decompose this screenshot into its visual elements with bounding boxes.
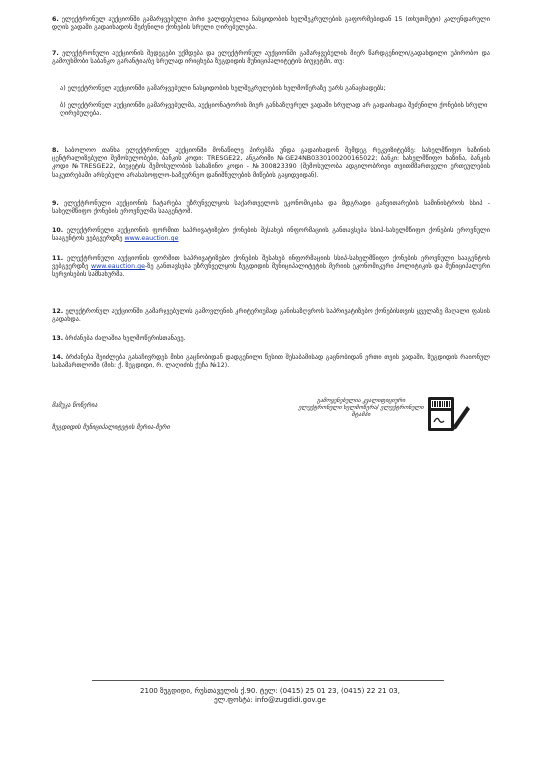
eauction-link[interactable]: www.eauction.ge — [90, 263, 145, 271]
paragraph-number: 14. — [52, 354, 64, 361]
paragraph-text: ბრძანება შეიძლება გასაჩივრდეს მისი გაცნობიდან დადგენილი წესით შესაბამისად გაცნობიდან ერთი თვის ვადაში, ზუგდიდის რაიონულ სასამართლოში (მის: ქ. ზუგდიდი, რ. ლაღიძის ქუჩა №12). — [52, 354, 490, 370]
paragraph-text: ელექტრონული აუქციონის ჩატარება უზრუნველყოს საქართველოს ეკონომიკისა და მდგრადი განვითარების სამინისტროს სსიპ - სახელმწიფო ქონების ეროვნულმა სააგენტომ. — [52, 200, 490, 216]
paragraph-9 — [52, 200, 490, 216]
paragraph-number: 6. — [52, 16, 59, 23]
footer-address: 2100 ზუგდიდი, რუსთაველის ქ.90. ტელ: (0415) 25 01 23, (0415) 22 21 03, — [140, 687, 400, 695]
paragraph-text-tail: -ზე განთავსება უზრუნველყოს ზუგდიდის მუნიციპალიტეტის მერიის ეკონომიკური პოლიტიკის და მუნიციპალური სერვისების სამსახურმა. — [52, 263, 490, 279]
footer-email: ელ.ფოსტა: info@zugdidi.gov.ge — [214, 696, 326, 704]
signer-name: მამუკა წოწერია — [52, 402, 98, 409]
footer — [60, 687, 480, 705]
paragraph-number: 10. — [52, 227, 64, 234]
paragraph-8 — [52, 147, 490, 180]
paragraph-number: 12. — [52, 308, 64, 315]
paragraph-13 — [52, 335, 490, 343]
signer-title: ზუგდიდის მუნიციპალიტეტის მერია-მერი — [52, 424, 170, 431]
paragraph-text: ელექტრონული აუქციონის შედეგები უქმდება და ელექტრონულ აუქციონში გამარჯვებულის მიერ წარდგენილი/გადახდილი უპირობო და გამოუხმობი საბანკო გარანტია/ბე სრულად ირიცხება ზუგდიდის მუნიციპალიტეტის ბიუჯეტში, თუ: — [52, 50, 490, 66]
subitem-b: ბ) ელექტრონულ აუქციონში გამარჯვებულმა, აუქციონატორის მიერ განსაზღვრულ ვადაში სრულად არ გადაიხადა შეძენილი ქონების სრული ღირებულება. — [60, 102, 488, 118]
paragraph-number: 8. — [52, 147, 59, 154]
subitem-a: ა) ელექტრონულ აუქციონში გამარჯვებული ნასყიდობის ხელშეკრულების ხელმოწერაზე უარს განაცხადებს; — [60, 85, 386, 92]
signature-stamp-icon — [427, 396, 471, 432]
paragraph-10 — [52, 227, 490, 243]
paragraph-text: საბოლოო თანხა ელექტრონულ აუქციონში მონაწილე პირებმა უნდა გადაიხადონ შემდეგ რეკვიზიტებზე: სახელმწიფო ხაზინის ცენტრალიზებული შემოსულობები, ბანკის კოდი: TRESGE22, ანგარიში №GE24NB0330100200165022; ბანკი: სახელმწიფო ხაზინა, ბანკის კოდი №TRESGE22, ბიუჯეტის შემოსულობის სახაზინო კოდი - №300823390 (შემოსულობა ადგილობრივი თვითმმართველი ერთეულების საკუთრებაში არსებული არასასოფლო-სამეურნეო დანიშნულების მიწების გაყიდვიდან). — [52, 147, 490, 179]
paragraph-number: 13. — [52, 335, 64, 342]
paragraph-14 — [52, 354, 490, 370]
footer-divider — [92, 680, 444, 681]
paragraph-text: ელექტრონული აუქციონის ფორმით საპრივატიზებო ქონების შესახებ ინფორმაციის განთავსება სსიპ-სახელმწიფო ქონების ეროვნული სააგენტოს ვებგვერდზე — [52, 227, 490, 243]
eauction-link[interactable]: www.eauction.ge — [124, 235, 179, 243]
paragraph-text: ელექტრონულ აუქციონში გამარჯვებულის გამოვლენის კრიტერიუმად განისაზღვროს საპრივატიზებო ქონებისთვის ყველაზე მაღალი ფასის გადახდა. — [52, 308, 490, 324]
signature-stamp-caption: გამოყენებულია კვალიფიციური ელექტრონული ხელმოწერა/ ელექტრონული შტამპი — [298, 398, 424, 418]
paragraph-text: ელექტრონულ აუქციონში გამარჯვებული პირი ვალდებულია ნასყიდობის ხელშეკრულების გაფორმებიდან 15 (თხუთმეტი) კალენდარული დღის ვადაში გადაიხადოს შეძენილი ქონების სრული ღირებულება. — [52, 16, 490, 32]
paragraph-number: 11. — [52, 255, 64, 262]
paragraph-11 — [52, 255, 490, 280]
paragraph-number: 7. — [52, 50, 59, 57]
paragraph-7 — [52, 50, 490, 66]
paragraph-number: 9. — [52, 200, 59, 207]
paragraph-text: ბრძანება ძალაშია ხელმოწერისთანავე. — [65, 335, 186, 342]
paragraph-text: ელექტრონული აუქციონის ფორმით საპრივატიზებო ქონების შესახებ ინფორმაციის სსიპ-სახელმწიფო ქონების ეროვნული სააგენტოს ვებგვერდზე — [52, 255, 490, 271]
paragraph-6 — [52, 16, 490, 32]
paragraph-12 — [52, 308, 490, 324]
